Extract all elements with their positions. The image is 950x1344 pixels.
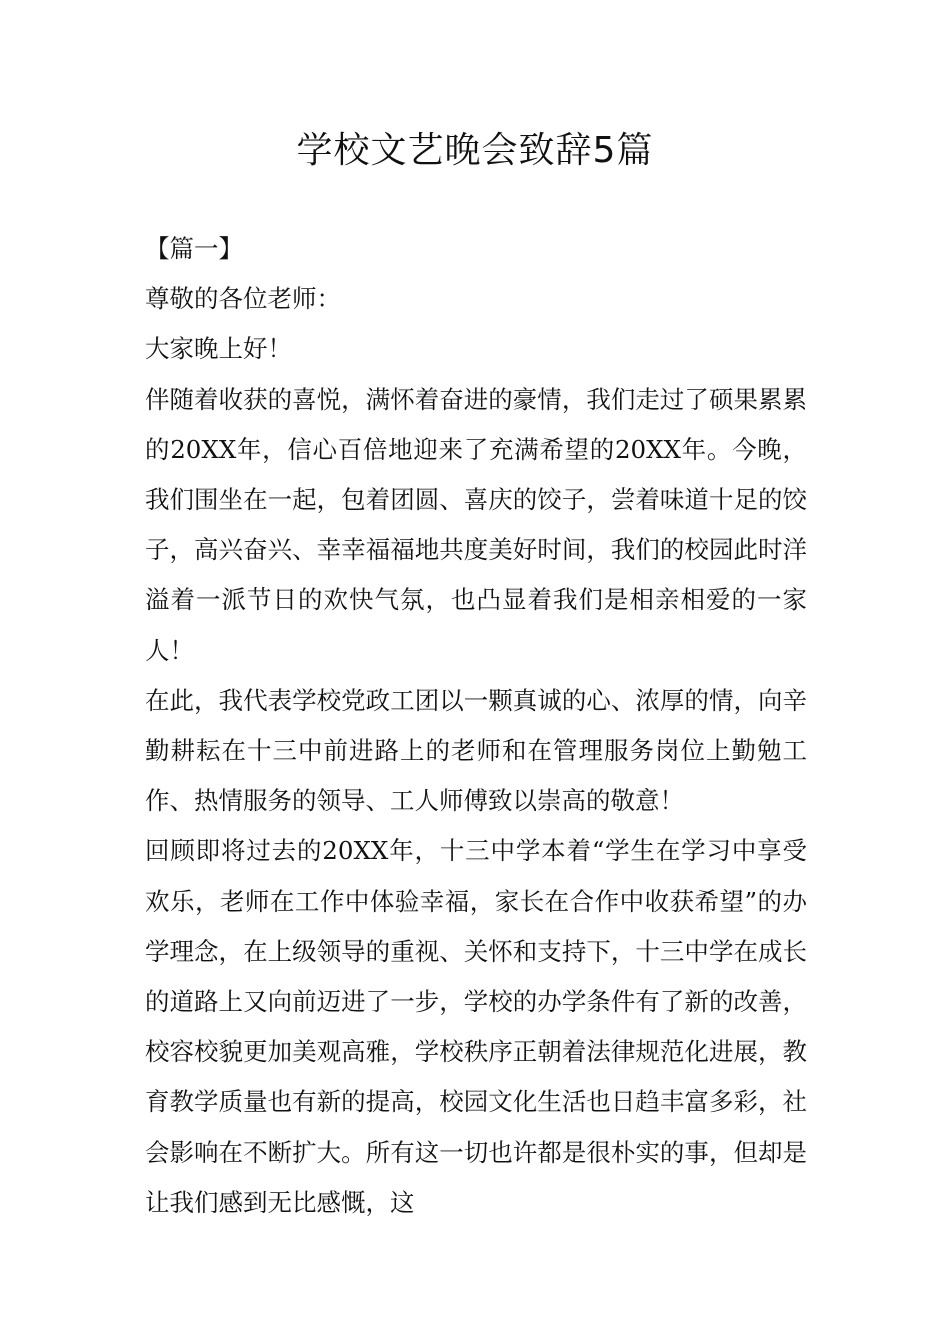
paragraph-1: 伴随着收获的喜悦，满怀着奋进的豪情，我们走过了硕果累累的20XX年，信心百倍地迎来了充满希望的20XX年。今晚，我们围坐在一起，包着团圆、喜庆的饺子，尝着味道十足的饺子，高兴奋兴、幸幸福福地共度美好时间，我们的校园此时洋溢着一派节日的欢快气氛，也凸显着我们是相亲相爱的一家人！ (145, 384, 807, 665)
paragraph-3: 回顾即将过去的20XX年，十三中学本着“学生在学习中享受欢乐，老师在工作中体验幸福，家长在合作中收获希望”的办学理念，在上级领导的重视、关怀和支持下，十三中学在成长的道路上又向前迈进了一步，学校的办学条件有了新的改善，校容校貌更加美观高雅，学校秩序正朝着法律规范化进展，教育教学质量也有新的提高，校园文化生活也日趋丰富多彩，社会影响在不断扩大。所有这一切也许都是很朴实的事，但却是让我们感到无比感慨，这 (145, 836, 807, 1217)
document-body (145, 224, 807, 1228)
section-label: 【篇一】 (145, 234, 243, 263)
paragraph-2: 在此，我代表学校党政工团以一颗真诚的心、浓厚的情，向辛勤耕耘在十三中前进路上的老师和在管理服务岗位上勤勉工作、热情服务的领导、工人师傅致以崇高的敬意！ (145, 685, 807, 816)
salutation-line: 尊敬的各位老师： (145, 284, 341, 314)
greeting-line: 大家晚上好！ (145, 334, 292, 364)
document-title: 学校文艺晚会致辞5篇 (296, 130, 654, 171)
